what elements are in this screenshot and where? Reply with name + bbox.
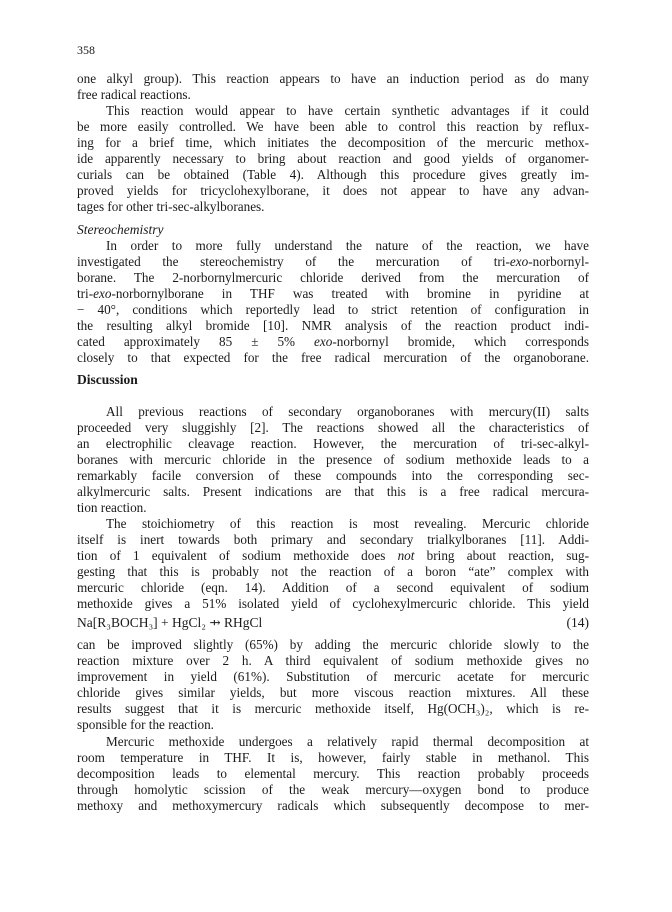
text-line: methoxide gives a 51% isolated yield of cyclohexylmercuric chloride. This yield <box>77 596 589 611</box>
text-line: closely to that expected for the free radical mercuration of the organoborane. <box>77 350 589 365</box>
text-line: Mercuric methoxide undergoes a relatively rapid thermal decomposition at <box>106 734 589 749</box>
equation-expression: Na[R₃BOCH₃] + HgCl₂ ⇸ RHgCl <box>77 615 263 630</box>
equation-14 <box>77 615 589 633</box>
paragraph-discussion <box>77 404 589 516</box>
text-line: through homolytic scission of the weak mercury—oxygen bond to produce <box>77 782 589 797</box>
text-line: tri-exo-norbornylborane in THF was treated with bromine in pyridine at <box>77 286 589 301</box>
text-line: remarkably facile conversion of these compounds into the corresponding sec- <box>77 468 589 483</box>
text-line: an electrophilic cleavage reaction. However, the mercuration of tri-sec-alkyl- <box>77 436 589 451</box>
text-line: In order to more fully understand the nature of the reaction, we have <box>106 238 589 253</box>
text-line: chloride gives similar yields, but more viscous reaction mixtures. All these <box>77 685 589 700</box>
text-line: free radical reactions. <box>77 87 191 102</box>
text-line: alkylmercuric salts. Present indications are that this is a free radical mercura- <box>77 484 589 499</box>
text-line: proceeded very sluggishly [2]. The reactions showed all the characteristics of <box>77 420 589 435</box>
text-line: borane. The 2-norbornylmercuric chloride derived from the mercuration of <box>77 270 589 285</box>
paragraph-stereochemistry <box>77 238 589 366</box>
paragraph-after-equation <box>77 637 589 733</box>
text-line: decomposition leads to elemental mercury. This reaction probably proceeds <box>77 766 589 781</box>
heading-stereochemistry: Stereochemistry <box>77 222 164 237</box>
text-line: This reaction would appear to have certain synthetic advantages if it could <box>106 103 589 118</box>
heading-discussion: Discussion <box>77 372 138 387</box>
text-line: one alkyl group). This reaction appears to have an induction period as do many <box>77 71 589 86</box>
text-line: mercuric chloride (eqn. 14). Addition of a second equivalent of sodium <box>77 580 589 595</box>
paragraph-stoichiometry <box>77 516 589 612</box>
text-line: ide apparently necessary to bring about reaction and good yields of organomer- <box>77 151 589 166</box>
page-number: 358 <box>77 43 95 57</box>
text-line: can be improved slightly (65%) by adding the mercuric chloride slowly to the <box>77 637 589 652</box>
text-line: be more easily controlled. We have been able to control this reaction by reflux- <box>77 119 589 134</box>
text-line: proved yields for tricyclohexylborane, it does not appear to have any advan- <box>77 183 589 198</box>
text-line: results suggest that it is mercuric methoxide itself, Hg(OCH₃)₂, which is re- <box>77 701 589 716</box>
text-line: reaction mixture over 2 h. A third equivalent of sodium methoxide gives no <box>77 653 589 668</box>
text-line: room temperature in THF. It is, however, fairly stable in methanol. This <box>77 750 589 765</box>
text-line: All previous reactions of secondary organoboranes with mercury(II) salts <box>106 404 589 419</box>
text-line: tion reaction. <box>77 500 147 515</box>
text-line: The stoichiometry of this reaction is most revealing. Mercuric chloride <box>106 516 589 531</box>
text-line: the resulting alkyl bromide [10]. NMR analysis of the reaction product indi- <box>77 318 589 333</box>
text-line: − 40°, conditions which reportedly lead to strict retention of configuration in <box>77 302 589 317</box>
text-line: cated approximately 85 ± 5% exo-norbornyl bromide, which corresponds <box>77 334 589 349</box>
text-line: curials can be obtained (Table 4). Although this procedure gives greatly im- <box>77 167 589 182</box>
text-line: sponsible for the reaction. <box>77 717 214 732</box>
text-line: itself is inert towards both primary and secondary trialkylboranes [11]. Addi- <box>77 532 589 547</box>
text-line: ing for a brief time, which initiates the decomposition of the mercuric methox- <box>77 135 589 150</box>
paragraph-intro <box>77 71 589 215</box>
text-line: improvement in yield (61%). Substitution of mercuric acetate for mercuric <box>77 669 589 684</box>
equation-number: (14) <box>566 615 589 630</box>
text-line: tion of 1 equivalent of sodium methoxide does not bring about reaction, sug- <box>77 548 589 563</box>
text-line: boranes with mercuric chloride in the presence of sodium methoxide leads to a <box>77 452 589 467</box>
text-line: tages for other tri-sec-alkylboranes. <box>77 199 265 214</box>
text-line: methoxy and methoxymercury radicals which subsequently decompose to mer- <box>77 798 589 813</box>
text-line: investigated the stereochemistry of the mercuration of tri-exo-norbornyl- <box>77 254 589 269</box>
text-line: gesting that this is probably not the reaction of a boron “ate” complex with <box>77 564 589 579</box>
paragraph-mercuric-methoxide <box>77 734 589 814</box>
